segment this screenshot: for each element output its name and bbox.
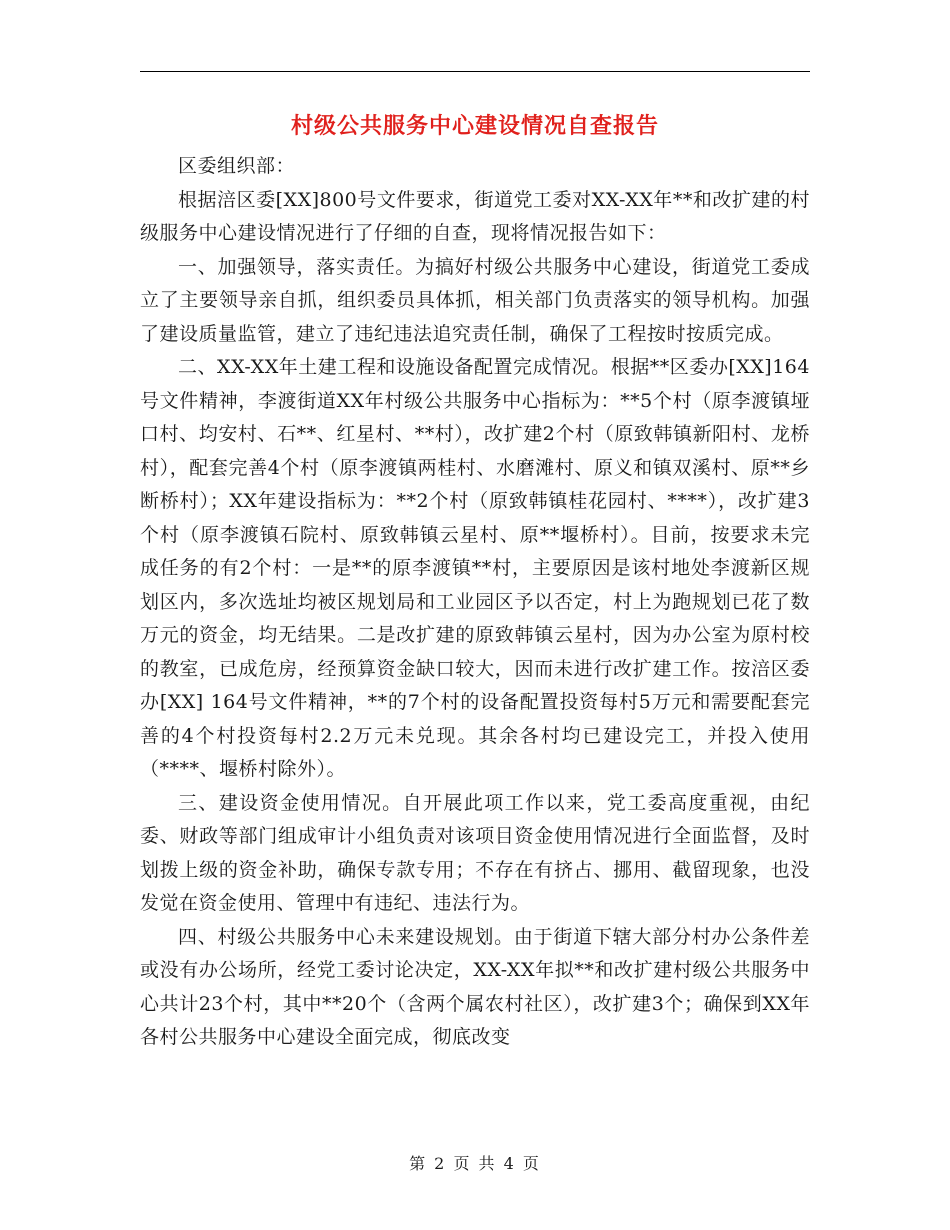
page-number: 第 2 页 共 4 页 (409, 1154, 541, 1173)
paragraph-section-4: 四、村级公共服务中心未来建设规划。由于街道下辖大部分村办公条件差或没有办公场所，经党工委讨论决定，XX-XX年拟**和改扩建村级公共服务中心共计23个村，其中**20个（含两个属农村社区），改扩建3个；确保到XX年各村公共服务中心建设全面完成，彻底改变 (140, 925, 810, 1048)
document-title: 村级公共服务中心建设情况自查报告 (290, 113, 659, 139)
salutation: 区委组织部： (178, 155, 296, 177)
document-body (140, 150, 810, 1055)
paragraph-section-2: 二、XX-XX年土建工程和设施设备配置完成情况。根据**区委办[XX]164号文件精神，李渡街道XX年村级公共服务中心指标为：**5个村（原李渡镇垭口村、均安村、石**、红星村、**村），改扩建2个村（原致韩镇新阳村、龙桥村），配套完善4个村（原李渡镇两桂村、水磨滩村、原义和镇双溪村、原**乡断桥村）；XX年建设指标为：**2个村（原致韩镇桂花园村、****），改扩建3个村（原李渡镇石院村、原致韩镇云星村、原**堰桥村）。目前，按要求未完成任务的有2个村：一是**的原李渡镇**村，主要原因是该村地处李渡新区规划区内，多次选址均被区规划局和工业园区予以否定，村上为跑规划已花了数万元的资金，均无结果。二是改扩建的原致韩镇云星村，因为办公室为原村校的教室，已成危房，经预算资金缺口较大，因而未进行改扩建工作。按涪区委办[XX] 164号文件精神，**的7个村的设备配置投资每村5万元和需要配套完善的4个村投资每村2.2万元未兑现。其余各村均已建设完工，并投入使用（****、堰桥村除外）。 (140, 356, 810, 780)
paragraph-section-3: 三、建设资金使用情况。自开展此项工作以来，党工委高度重视，由纪委、财政等部门组成审计小组负责对该项目资金使用情况进行全面监督，及时划拨上级的资金补助，确保专款专用；不存在有挤占、挪用、截留现象，也没发觉在资金使用、管理中有违纪、违法行为。 (140, 791, 810, 914)
header-rule (140, 71, 810, 72)
paragraph-section-1: 一、加强领导，落实责任。为搞好村级公共服务中心建设，街道党工委成立了主要领导亲自抓，组织委员具体抓，相关部门负责落实的领导机构。加强了建设质量监管，建立了违纪违法追究责任制，确保了工程按时按质完成。 (140, 255, 810, 345)
paragraph-intro: 根据涪区委[XX]800号文件要求，街道党工委对XX-XX年**和改扩建的村级服务中心建设情况进行了仔细的自查，现将情况报告如下： (140, 188, 810, 244)
